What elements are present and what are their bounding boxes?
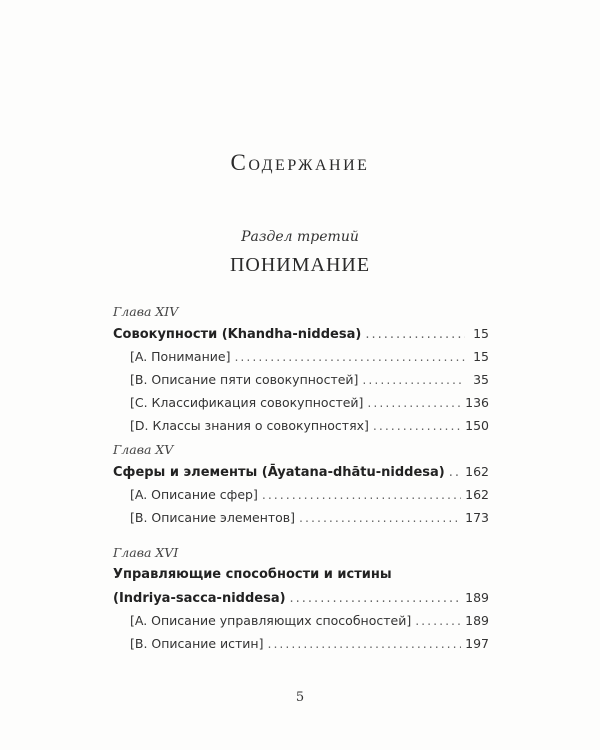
toc-page-number: 15 bbox=[473, 349, 489, 364]
toc-entry-title: [B. Описание истин] bbox=[130, 636, 264, 651]
dot-leader bbox=[267, 632, 461, 655]
dot-leader bbox=[262, 483, 461, 506]
toc-entry-sub[interactable] bbox=[113, 483, 489, 506]
chapter-xvi bbox=[113, 543, 489, 655]
contents-title: Содержание bbox=[230, 150, 370, 175]
toc-entry-sub[interactable] bbox=[113, 368, 489, 391]
toc-entry-sub[interactable] bbox=[113, 391, 489, 414]
toc-page-number: 189 bbox=[465, 590, 489, 605]
dot-leader bbox=[299, 506, 461, 529]
toc-entry-sub[interactable] bbox=[113, 632, 489, 655]
toc-entry-main[interactable] bbox=[113, 586, 489, 609]
toc-entry-title: [C. Классификация совокупностей] bbox=[130, 395, 364, 410]
toc-entry-title: [A. Понимание] bbox=[130, 349, 231, 364]
toc-entry-title: Сферы и элементы (Āyatana-dhātu-niddesa) bbox=[113, 465, 445, 480]
dot-leader bbox=[367, 391, 461, 414]
chapter-label: Глава XVI bbox=[113, 545, 179, 560]
toc-entry-main[interactable] bbox=[113, 460, 489, 483]
toc-page-number: 189 bbox=[465, 613, 489, 628]
chapter-xv bbox=[113, 440, 489, 529]
toc-page-number: 197 bbox=[465, 636, 489, 651]
toc-entry-title: [A. Описание сфер] bbox=[130, 487, 258, 502]
toc-entry-sub[interactable] bbox=[113, 414, 489, 437]
toc-entry-title: [A. Описание управляющих способностей] bbox=[130, 613, 412, 628]
toc-entry-title: Совокупности (Khandha-niddesa) bbox=[113, 327, 362, 342]
chapter-label: Глава XV bbox=[113, 442, 174, 457]
dot-leader bbox=[449, 461, 461, 484]
toc-entry-title: [D. Классы знания о совокупностях] bbox=[130, 418, 369, 433]
toc-page-number: 162 bbox=[465, 464, 489, 479]
toc-entry-main-line1[interactable] bbox=[113, 563, 489, 586]
section-subtitle: Раздел третий bbox=[241, 229, 359, 245]
toc-entry-sub[interactable] bbox=[113, 506, 489, 529]
chapter-xiv bbox=[113, 302, 489, 437]
toc-page-number: 173 bbox=[465, 510, 489, 525]
toc-page-number: 150 bbox=[465, 418, 489, 433]
dot-leader bbox=[365, 323, 465, 346]
toc-entry-sub[interactable] bbox=[113, 609, 489, 632]
toc-entry-title: [B. Описание элементов] bbox=[130, 510, 296, 525]
toc-page-number: 136 bbox=[465, 395, 489, 410]
section-title: ПОНИМАНИЕ bbox=[229, 254, 371, 276]
chapter-label: Глава XIV bbox=[113, 304, 179, 319]
toc-entry-title: [B. Описание пяти совокупностей] bbox=[130, 372, 359, 387]
dot-leader bbox=[290, 587, 462, 610]
toc-entry-main[interactable] bbox=[113, 322, 489, 345]
page-number: 5 bbox=[295, 690, 305, 705]
dot-leader bbox=[373, 414, 461, 437]
toc-entry-title: Управляющие способности и истины bbox=[113, 567, 392, 582]
toc-page-number: 35 bbox=[473, 372, 489, 387]
toc-entry-title: (Indriya-sacca-niddesa) bbox=[113, 591, 286, 606]
dot-leader bbox=[362, 368, 465, 391]
dot-leader bbox=[234, 345, 465, 368]
toc-page-number: 15 bbox=[473, 326, 489, 341]
toc-page-number: 162 bbox=[465, 487, 489, 502]
toc-entry-sub[interactable] bbox=[113, 345, 489, 368]
dot-leader bbox=[415, 609, 461, 632]
